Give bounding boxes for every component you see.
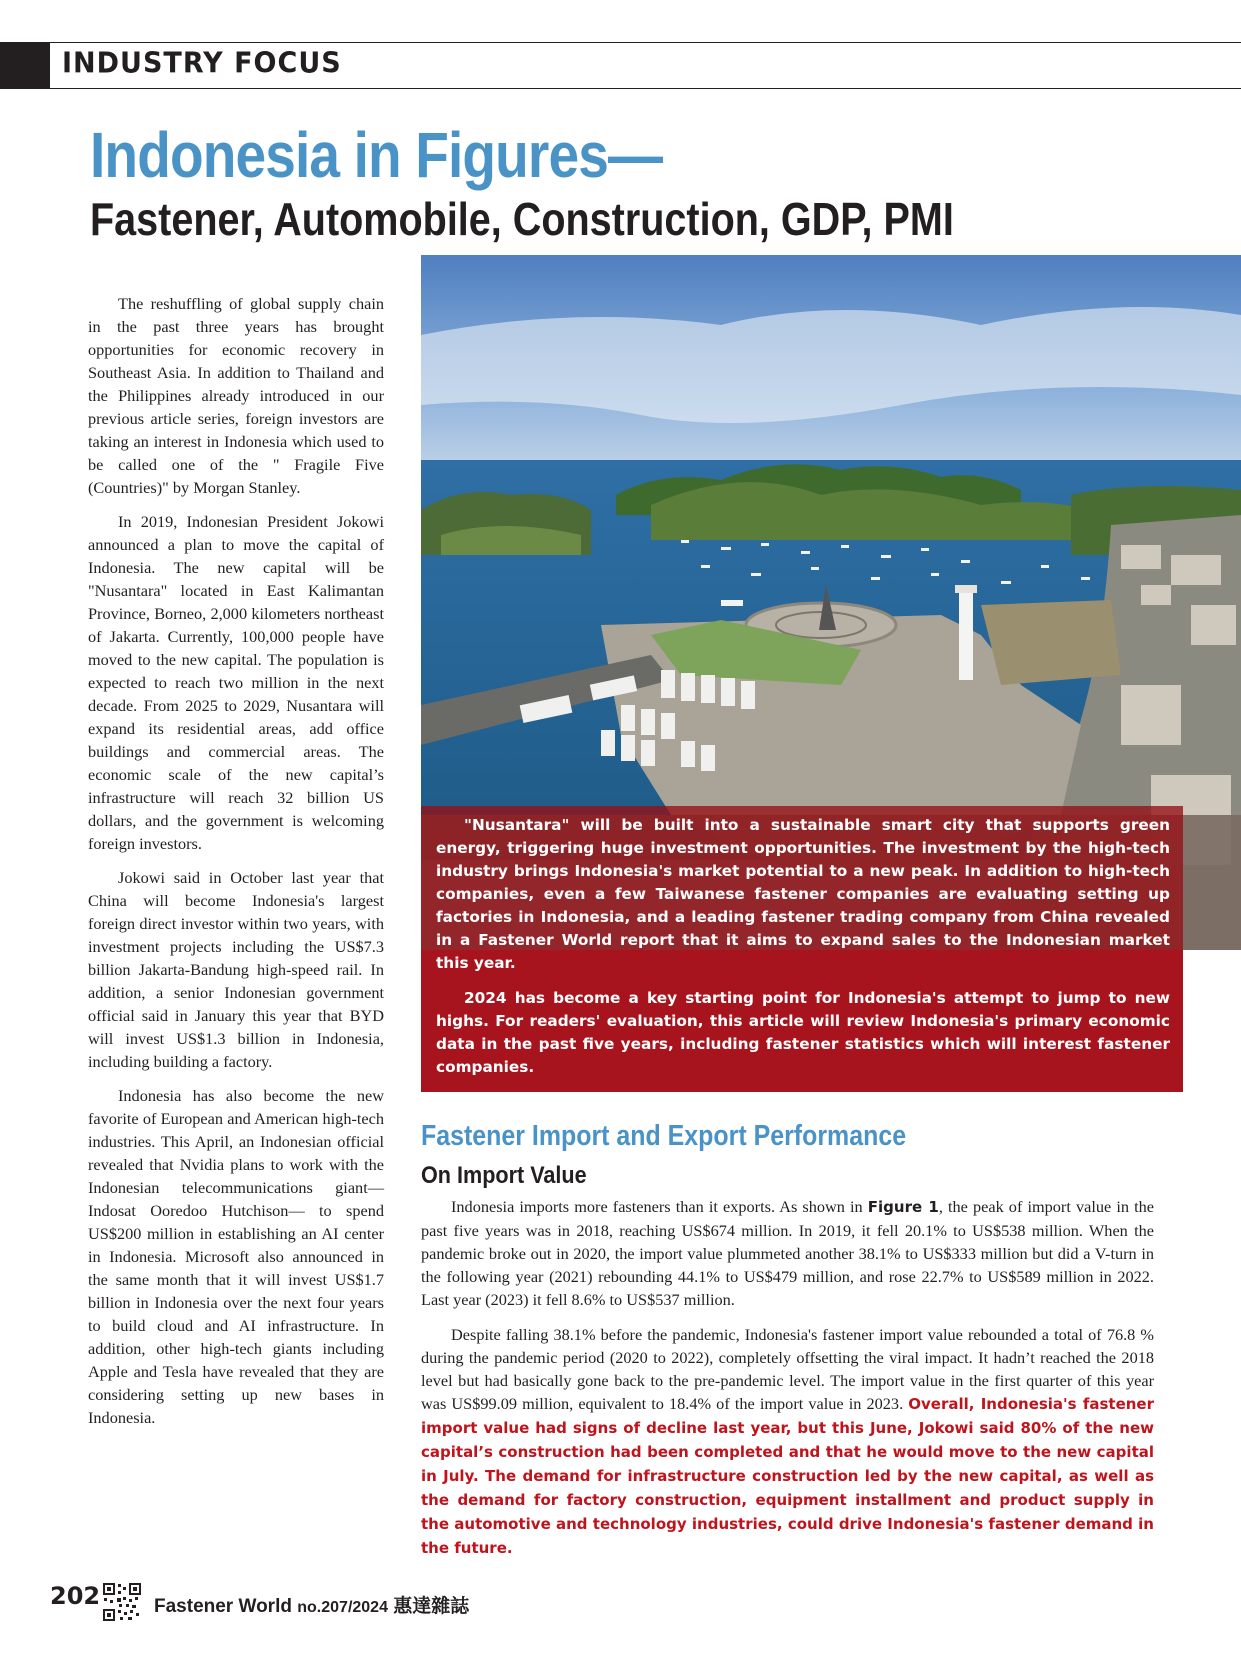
- magazine-chinese-name: 惠達雜誌: [393, 1596, 470, 1617]
- header-rule-bottom: [0, 88, 1241, 89]
- import-paragraph-2-highlight: Overall, Indonesia's fastener import value had signs of decline last year, but this June, Jokowi said 80% of the new capital’s construction had been completed and that he would move to the new capital in July. The demand for infrastructure construction led by the new capital, as well as the demand for factory construction, equipment installment and product supply in the automotive and technology industries, could drive Indonesia's fastener demand in the future.: [421, 1395, 1155, 1557]
- import-paragraph-1: [421, 1195, 1154, 1311]
- callout-paragraph-1: "Nusantara" will be built into a sustainable smart city that supports green energy, triggering huge investment opportunities. The investment by the high-tech industry brings Indonesia's market potential to a new peak. In addition to high-tech companies, even a few Taiwanese fastener companies are evaluating setting up factories in Indonesia, and a leading fastener trading company from China revealed in a Fastener World report that it aims to expand sales to the Indonesian market this year.: [436, 816, 1170, 972]
- section-label: INDUSTRY FOCUS: [62, 47, 342, 80]
- callout-text: [436, 806, 1170, 1091]
- left-paragraph-1: The reshuffling of global supply chain in the past three years has brought opportunities for economic recovery in Southeast Asia. In addition to Thailand and the Philippines already introduced in our previous article series, foreign investors are taking an interest in Indonesia which used to be called one of the " Fragile Five (Countries)" by Morgan Stanley.: [88, 294, 384, 497]
- left-paragraph-4: Indonesia has also become the new favorite of European and American high-tech industries. This April, an Indonesian official revealed that Nvidia plans to work with the Indonesian telecommunications giant— Indosat Ooredoo Hutchison— to spend US$200 million in establishing an AI center in Indonesia. Microsoft also announced in the same month that it will invest US$1.7 billion in Indonesia over the next four years to build cloud and AI infrastructure. In addition, other high-tech giants including Apple and Tesla have revealed that they are considering setting up new bases in Indonesia.: [88, 1086, 384, 1427]
- header-rule-top: [0, 42, 1241, 43]
- qr-code-icon: [102, 1582, 142, 1622]
- page-title: Indonesia in Figures—: [90, 119, 663, 191]
- right-column: [421, 1195, 1154, 1572]
- subsection-heading: On Import Value: [421, 1162, 587, 1189]
- import-paragraph-2: [421, 1323, 1154, 1560]
- section-heading: Fastener Import and Export Performance: [421, 1120, 907, 1152]
- magazine-name: Fastener World: [154, 1596, 292, 1617]
- import-paragraph-1-start: Indonesia imports more fasteners than it exports. As shown in: [451, 1197, 868, 1216]
- page-number: 202: [50, 1582, 101, 1610]
- left-column: [88, 292, 384, 1440]
- callout-paragraph-2: 2024 has become a key starting point for Indonesia's attempt to jump to new highs. For readers' evaluation, this article will review Indonesia's primary economic data in the past five years, including fastener statistics which will interest fastener companies.: [436, 989, 1170, 1076]
- footer-publication: [154, 1591, 469, 1618]
- figure-reference: Figure 1: [867, 1198, 939, 1216]
- import-paragraph-1-end: , the peak of import value in the past five years was in 2018, reaching US$674 million. In 2019, it fell 20.1% to US$538 million. When the pandemic broke out in 2020, the import value plummeted another 38.1% to US$333 million but did a V-turn in the following year (2021) rebounding 44.1% to US$479 million, and rose 22.7% to US$589 million in 2022. Last year (2023) it fell 8.6% to US$537 million.: [421, 1197, 1154, 1309]
- issue-number: no.207/2024: [297, 1599, 388, 1616]
- import-paragraph-2-text: Despite falling 38.1% before the pandemic, Indonesia's fastener import value rebounded a total of 76.8 % during the pandemic period (2020 to 2022), completely offsetting the viral impact. It hadn’t reached the 2018 level but had basically gone back to the pre-pandemic level. The import value in the first quarter of this year was US$99.09 million, equivalent to 18.4% of the import value in 2023.: [421, 1325, 1154, 1413]
- left-paragraph-3: Jokowi said in October last year that China will become Indonesia's largest foreign direct investor within two years, with investment projects including the US$7.3 billion Jakarta-Bandung high-speed rail. In addition, a senior Indonesian government official said in January this year that BYD will invest US$1.3 billion in Indonesia, including building a factory.: [88, 868, 384, 1071]
- page-subtitle: Fastener, Automobile, Construction, GDP, PMI: [90, 193, 954, 245]
- left-paragraph-2: In 2019, Indonesian President Jokowi announced a plan to move the capital of Indonesia. The new capital will be "Nusantara" located in East Kalimantan Province, Borneo, 2,000 kilometers northeast of Jakarta. Currently, 100,000 people have moved to the new capital. The population is expected to reach two million in the next decade. From 2025 to 2029, Nusantara will expand its residential areas, add office buildings and commercial areas. The economic scale of the new capital’s infrastructure will reach 32 billion US dollars, and the government is welcoming foreign investors.: [88, 512, 384, 853]
- callout-box: [421, 806, 1183, 1092]
- header-black-block: [0, 43, 50, 88]
